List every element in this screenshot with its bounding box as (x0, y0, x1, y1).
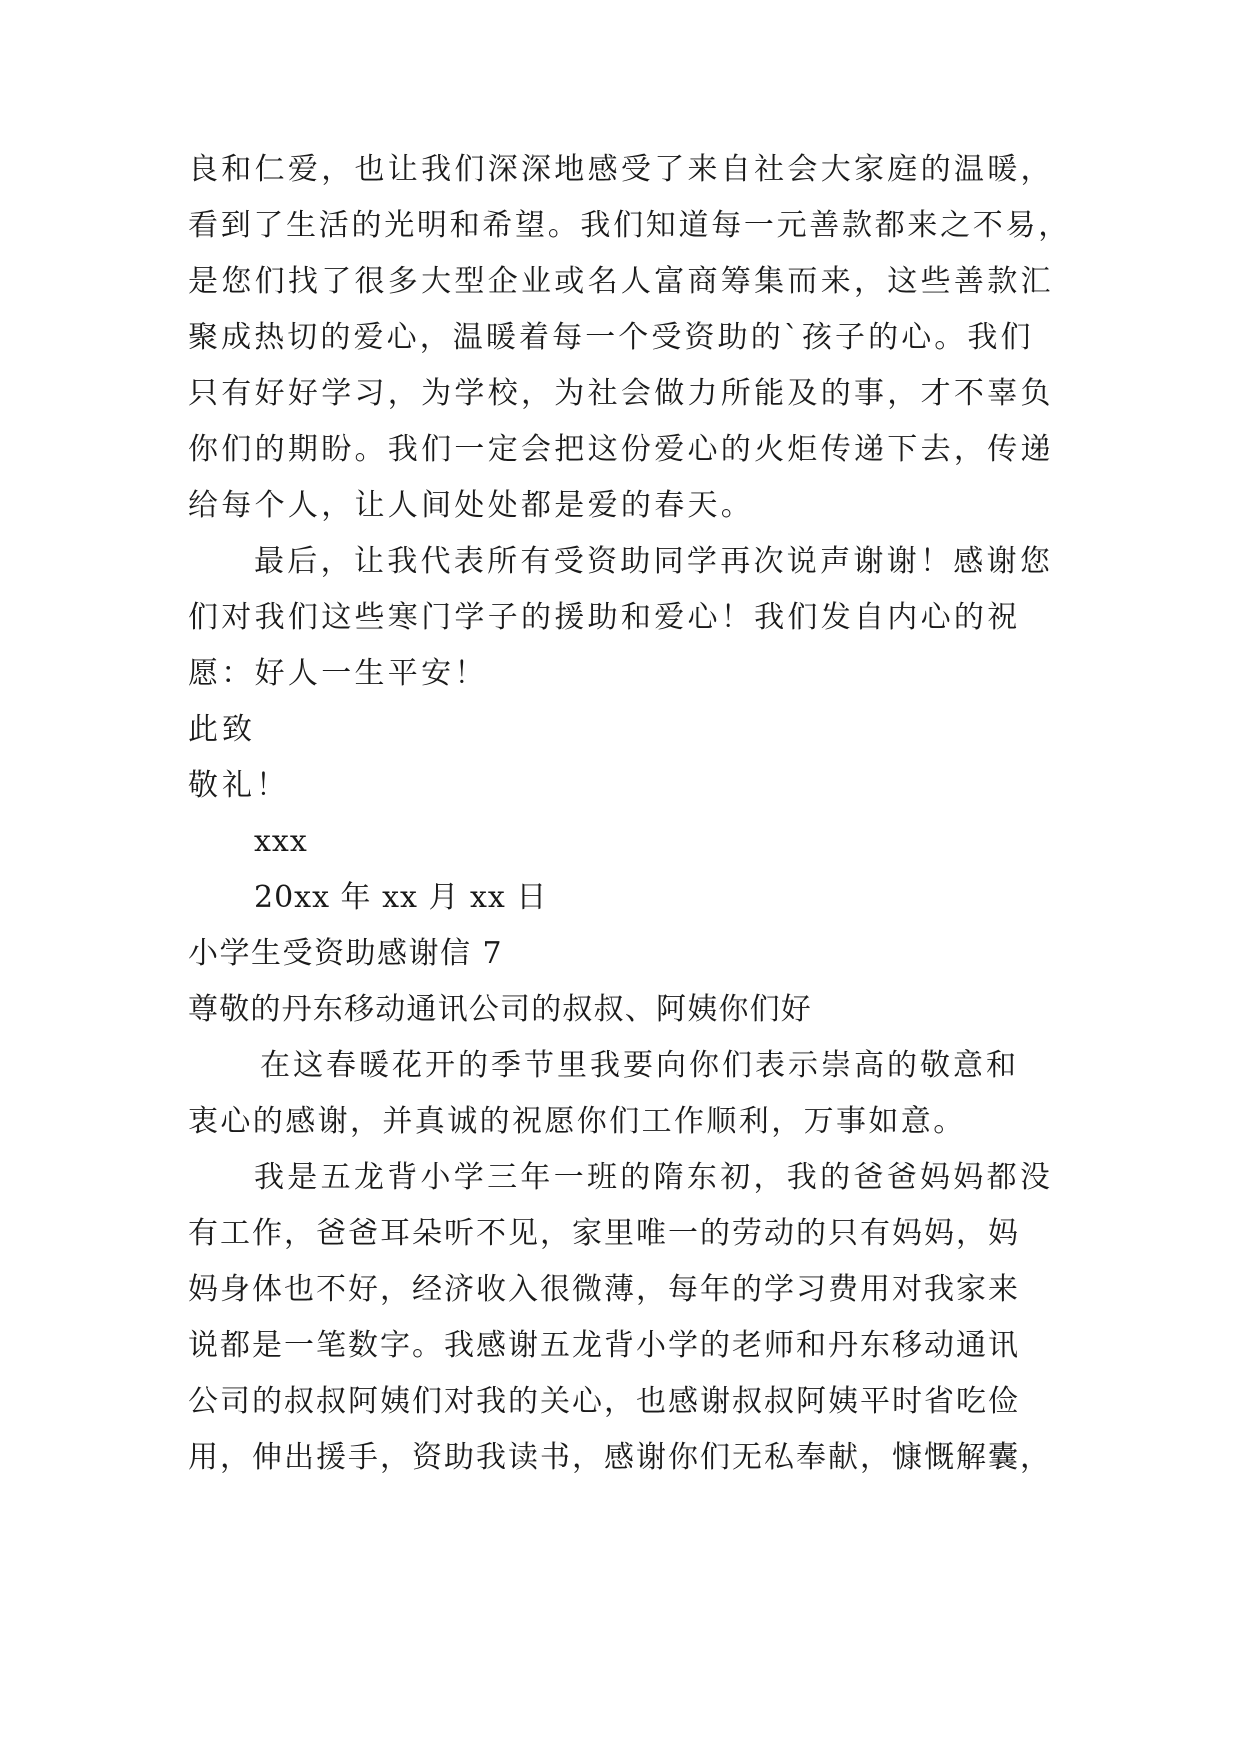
paragraph-line: 愿：好人一生平安！ (188, 656, 488, 691)
paragraph-line: 你们的期盼。我们一定会把这份爱心的火炬传递下去，传递 (188, 432, 1054, 467)
paragraph-line: 是您们找了很多大型企业或名人富商筹集而来，这些善款汇 (188, 264, 1054, 299)
signature-name: xxx (254, 824, 308, 859)
paragraph-line: 妈身体也不好，经济收入很微薄，每年的学习费用对我家来 (188, 1272, 1020, 1307)
paragraph-line: 最后，让我代表所有受资助同学再次说声谢谢！感谢您 (254, 544, 1054, 579)
closing-regards: 敬礼！ (188, 768, 290, 803)
paragraph-line: 公司的叔叔阿姨们对我的关心，也感谢叔叔阿姨平时省吃俭 (188, 1384, 1020, 1419)
paragraph-line: 看到了生活的光明和希望。我们知道每一元善款都来之不易， (188, 208, 1071, 243)
paragraph-line: 良和仁爱，也让我们深深地感受了来自社会大家庭的温暖， (188, 152, 1054, 187)
letter-greeting: 尊敬的丹东移动通讯公司的叔叔、阿姨你们好 (188, 992, 812, 1027)
closing-salutation: 此致 (188, 712, 256, 747)
paragraph-line: 我是五龙背小学三年一班的隋东初，我的爸爸妈妈都没 (254, 1160, 1054, 1195)
paragraph-line: 给每个人，让人间处处都是爱的春天。 (188, 488, 755, 523)
paragraph-line: 们对我们这些寒门学子的援助和爱心！我们发自内心的祝 (188, 600, 1021, 635)
paragraph-line: 说都是一笔数字。我感谢五龙背小学的老师和丹东移动通讯 (188, 1328, 1020, 1363)
paragraph-line: 有工作，爸爸耳朵听不见，家里唯一的劳动的只有妈妈，妈 (188, 1216, 1020, 1251)
section-title: 小学生受资助感谢信 7 (188, 936, 504, 971)
paragraph-line: 用，伸出援手，资助我读书，感谢你们无私奉献，慷慨解囊， (188, 1440, 1052, 1475)
paragraph-line: 只有好好学习，为学校，为社会做力所能及的事，才不辜负 (188, 376, 1054, 411)
signature-date: 20xx 年 xx 月 xx 日 (254, 880, 548, 915)
paragraph-line: 在这春暖花开的季节里我要向你们表示崇高的敬意和 (260, 1048, 1019, 1083)
paragraph-line: 衷心的感谢，并真诚的祝愿你们工作顺利，万事如意。 (188, 1104, 966, 1139)
paragraph-line: 聚成热切的爱心，温暖着每一个受资助的`孩子的心。我们 (188, 320, 1034, 355)
